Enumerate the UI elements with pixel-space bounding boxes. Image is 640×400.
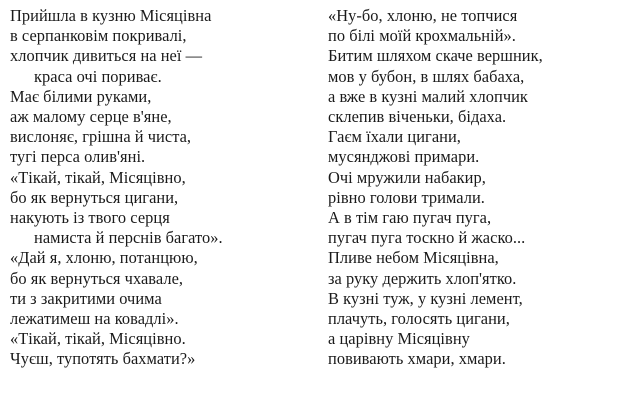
poem-line: «Ну-бо, хлоню, не топчися xyxy=(328,6,518,25)
poem-line: тугі перса олив'яні. xyxy=(10,147,146,167)
poem-line: Має білими руками, xyxy=(10,86,152,106)
poem-line: вислоняє, грішна й чиста, xyxy=(10,127,192,147)
poem-line: хлопчик дивиться на неї — xyxy=(10,46,203,66)
poem-line: намиста й перснів багато». xyxy=(34,228,223,248)
poem-line: В кузні туж, у кузні лемент, xyxy=(328,288,523,308)
poem-left-column xyxy=(10,6,223,370)
poem-line: бо як вернуться цигани, xyxy=(10,187,179,207)
poem-line: в серпанковім покривалі, xyxy=(10,26,187,46)
poem-line: за руку держить хлоп'ятко. xyxy=(328,268,517,288)
poem-line: Очі мружили набакир, xyxy=(328,167,486,187)
poem-right-column xyxy=(328,6,543,370)
poem-line: повивають хмари, хмари. xyxy=(328,349,506,369)
poem-line: «Тікай, тікай, Місяцівно. xyxy=(10,329,186,349)
poem-line: а царівну Місяцівну xyxy=(328,329,470,349)
poem-line: бо як вернуться чхавале, xyxy=(10,268,184,288)
poem-line: «Дай я, хлоню, потанцюю, xyxy=(10,248,198,268)
poem-line: лежатимеш на ковадлі». xyxy=(10,309,179,329)
poem-line: пугач пуга тоскно й жаско... xyxy=(328,228,526,248)
poem-line: мов у бубон, в шлях бабаха, xyxy=(328,66,525,86)
poem-line: мусянджові примари. xyxy=(328,147,480,167)
poem-line: ти з закритими очима xyxy=(10,288,162,308)
poem-line: а вже в кузні малий хлопчик xyxy=(328,86,528,106)
poem-line: краса очі пориває. xyxy=(34,66,162,86)
poem-line: накують із твого серця xyxy=(10,208,170,228)
poem-line: Гаєм їхали цигани, xyxy=(328,127,461,147)
poem-line: Пливе небом Місяцівна, xyxy=(328,248,499,268)
poem-line: рівно голови тримали. xyxy=(328,187,485,207)
poem-line: Чуєш, тупотять бахмати?» xyxy=(10,349,196,369)
poem-line: аж малому серце в'яне, xyxy=(10,107,172,127)
poem-line: Битим шляхом скаче вершник, xyxy=(328,46,543,66)
poem-line: «Тікай, тікай, Місяцівно, xyxy=(10,167,186,187)
poem-line: Прийшла в кузню Місяцівна xyxy=(10,6,212,25)
poem-line: склепив віченьки, бідаха. xyxy=(328,107,507,127)
poem-line: по білі моїй крохмальній». xyxy=(328,26,516,46)
poem-line: плачуть, голосять цигани, xyxy=(328,309,510,329)
poem-line: А в тім гаю пугач пуга, xyxy=(328,208,492,228)
